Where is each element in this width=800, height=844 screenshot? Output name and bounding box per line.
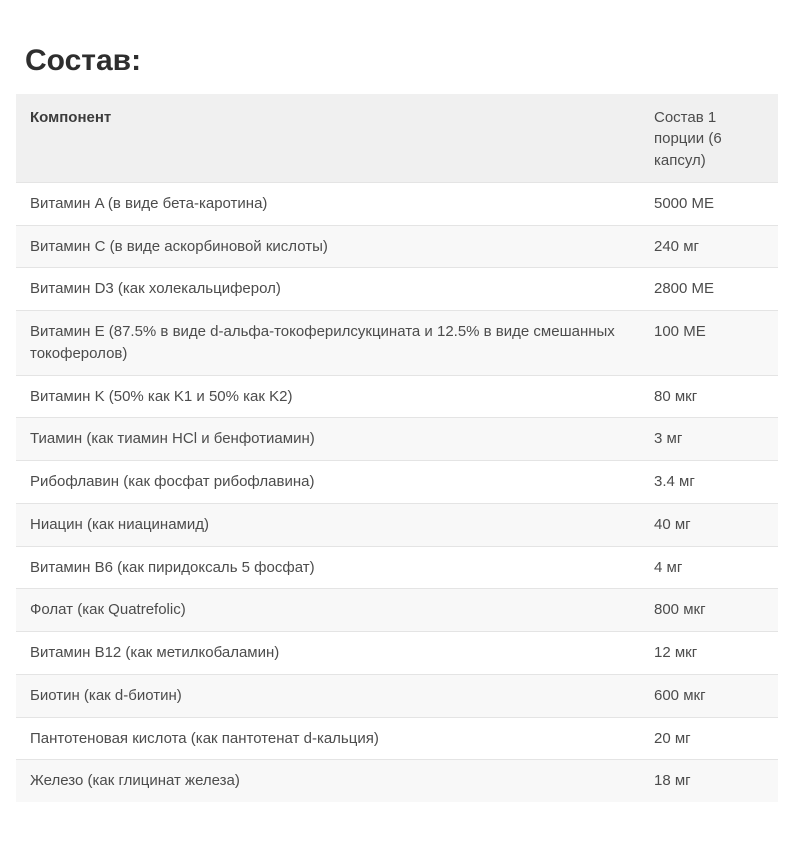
table-row [16, 546, 778, 589]
component-cell: Рибофлавин (как фосфат рибофлавина) [16, 461, 640, 504]
amount-cell: 600 мкг [640, 674, 778, 717]
table-row [16, 375, 778, 418]
component-cell: Железо (как глицинат железа) [16, 760, 640, 802]
amount-cell: 5000 МЕ [640, 182, 778, 225]
amount-cell: 4 мг [640, 546, 778, 589]
table-body [16, 182, 778, 802]
table-row [16, 674, 778, 717]
table-row [16, 182, 778, 225]
column-header-component: Компонент [16, 94, 640, 183]
table-row [16, 503, 778, 546]
table-row [16, 225, 778, 268]
component-cell: Витамин C (в виде аскорбиновой кислоты) [16, 225, 640, 268]
table-row [16, 589, 778, 632]
amount-cell: 240 мг [640, 225, 778, 268]
amount-cell: 2800 МЕ [640, 268, 778, 311]
table-header-row [16, 94, 778, 183]
amount-cell: 20 мг [640, 717, 778, 760]
amount-cell: 80 мкг [640, 375, 778, 418]
table-row [16, 461, 778, 504]
table-row [16, 760, 778, 802]
component-cell: Ниацин (как ниацинамид) [16, 503, 640, 546]
component-cell: Фолат (как Quatrefolic) [16, 589, 640, 632]
table-row [16, 632, 778, 675]
component-cell: Тиамин (как тиамин HCl и бенфотиамин) [16, 418, 640, 461]
component-cell: Пантотеновая кислота (как пантотенат d-кальция) [16, 717, 640, 760]
composition-table [16, 94, 778, 803]
table-header [16, 94, 778, 183]
amount-cell: 40 мг [640, 503, 778, 546]
amount-cell: 3 мг [640, 418, 778, 461]
column-header-serving: Состав 1 порции (6 капсул) [640, 94, 778, 183]
component-cell: Витамин D3 (как холекальциферол) [16, 268, 640, 311]
amount-cell: 800 мкг [640, 589, 778, 632]
component-cell: Биотин (как d-биотин) [16, 674, 640, 717]
table-row [16, 311, 778, 376]
table-row [16, 717, 778, 760]
component-cell: Витамин B12 (как метилкобаламин) [16, 632, 640, 675]
amount-cell: 100 МЕ [640, 311, 778, 376]
table-row [16, 268, 778, 311]
component-cell: Витамин E (87.5% в виде d-альфа-токоферилсукцината и 12.5% в виде смешанных токоферолов) [16, 311, 640, 376]
component-cell: Витамин K (50% как K1 и 50% как K2) [16, 375, 640, 418]
amount-cell: 3.4 мг [640, 461, 778, 504]
amount-cell: 12 мкг [640, 632, 778, 675]
page-title: Состав: [25, 44, 142, 77]
amount-cell: 18 мг [640, 760, 778, 802]
table-row [16, 418, 778, 461]
component-cell: Витамин A (в виде бета-каротина) [16, 182, 640, 225]
component-cell: Витамин B6 (как пиридоксаль 5 фосфат) [16, 546, 640, 589]
